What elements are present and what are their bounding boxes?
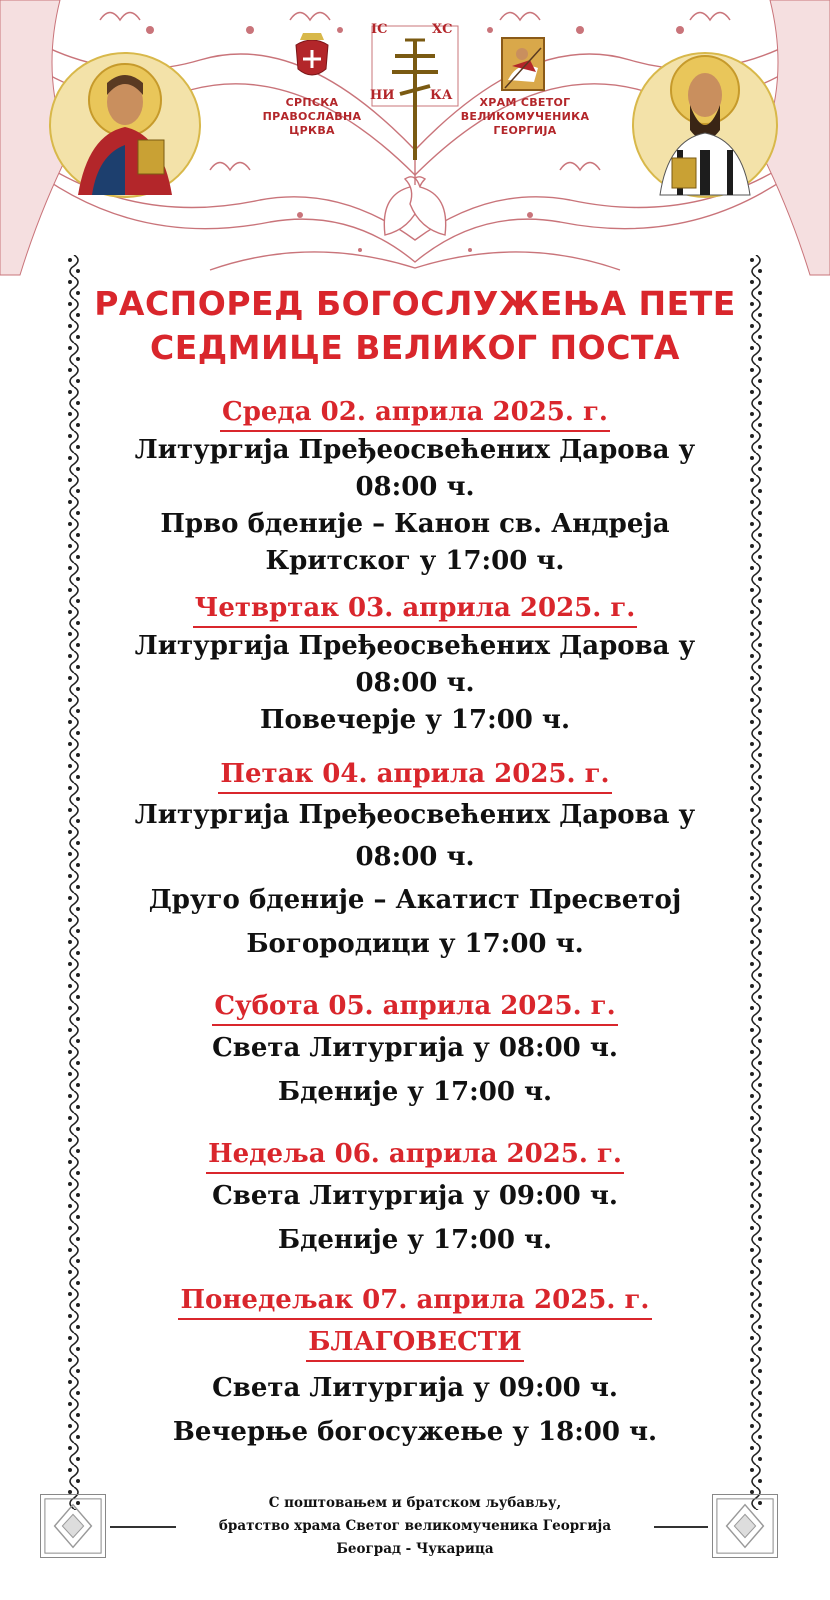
service-line: Прво бденије – Канон св. Андреја [160, 509, 670, 539]
day-heading: Субота 05. априла 2025. г. [212, 988, 617, 1026]
service-line: Литургија Пређеосвећених Дарова у [134, 631, 696, 661]
day-heading: Четвртак 03. априла 2025. г. [193, 590, 638, 628]
day-thursday [90, 590, 740, 739]
right-corner-ornament-icon [712, 1494, 778, 1558]
xc-monogram: ХС [432, 22, 453, 37]
day-wednesday [90, 394, 740, 580]
footer-line3: Београд - Чукарица [336, 1541, 494, 1557]
christ-icon [50, 53, 200, 197]
footer [0, 1480, 830, 1600]
service-line: Света Литургија у 09:00 ч. [212, 1373, 618, 1403]
service-line: 08:00 ч. [355, 842, 475, 872]
schedule-content [90, 282, 740, 1447]
service-line: Света Литургија у 08:00 ч. [212, 1033, 618, 1063]
feast-heading: БЛАГОВЕСТИ [306, 1324, 523, 1362]
day-heading: Петак 04. априла 2025. г. [218, 756, 611, 794]
day-friday [90, 756, 740, 966]
ni-monogram: НИ [370, 88, 395, 103]
footer-line1: С поштовањем и братском љубављу, [268, 1495, 562, 1511]
day-heading: Понедељак 07. априла 2025. г. [178, 1282, 651, 1320]
ic-monogram: ІС [371, 22, 388, 37]
serbian-church-emblem-icon [296, 33, 328, 75]
service-line: 08:00 ч. [355, 472, 475, 502]
day-heading: Среда 02. априла 2025. г. [220, 394, 610, 432]
footer-rule-right [654, 1526, 708, 1528]
service-line: Литургија Пређеосвећених Дарова у [134, 435, 696, 465]
service-line: Литургија Пређеосвећених Дарова у [134, 800, 696, 830]
service-line: Вечерње богосужење у 18:00 ч. [172, 1417, 658, 1447]
footer-line2: братство храма Светог великомученика Георгија [218, 1518, 612, 1534]
service-line: Богородици у 17:00 ч. [246, 929, 584, 959]
left-corner-ornament-icon [40, 1494, 106, 1558]
day-sunday [90, 1136, 740, 1262]
day-monday [90, 1282, 740, 1454]
service-line: Друго бденије – Акатист Пресветој [148, 885, 682, 915]
st-george-icon [502, 38, 544, 90]
right-ornamental-border [748, 255, 764, 1510]
service-line: Критског у 17:00 ч. [265, 546, 565, 576]
day-heading: Недеља 06. априла 2025. г. [206, 1136, 624, 1174]
footer-rule-left [110, 1526, 176, 1528]
temple-name-label: ХРАМ СВЕТОГ ВЕЛИКОМУЧЕНИКА ГЕОРГИЈА [460, 96, 590, 137]
service-line: Света Литургија у 09:00 ч. [212, 1181, 618, 1211]
doves-icon [384, 160, 445, 235]
ornamental-header [0, 0, 830, 285]
serbian-orthodox-church-label: СРПСКА ПРАВОСЛАВНА ЦРКВА [262, 96, 362, 137]
schedule-title-line1: РАСПОРЕД БОГОСЛУЖЕЊА ПЕТЕ [94, 284, 736, 323]
service-line: Бденије у 17:00 ч. [277, 1225, 553, 1255]
st-sava-icon [633, 53, 777, 197]
day-saturday [90, 988, 740, 1114]
schedule-title-line2: СЕДМИЦЕ ВЕЛИКОГ ПОСТА [150, 328, 680, 367]
footer-signature [180, 1492, 650, 1561]
service-line: Бденије у 17:00 ч. [277, 1077, 553, 1107]
ka-monogram: КА [430, 88, 453, 103]
service-line: Повечерје у 17:00 ч. [259, 705, 571, 735]
header-ornament-graphic [0, 0, 830, 285]
left-ornamental-border [66, 255, 82, 1510]
service-line: 08:00 ч. [355, 668, 475, 698]
